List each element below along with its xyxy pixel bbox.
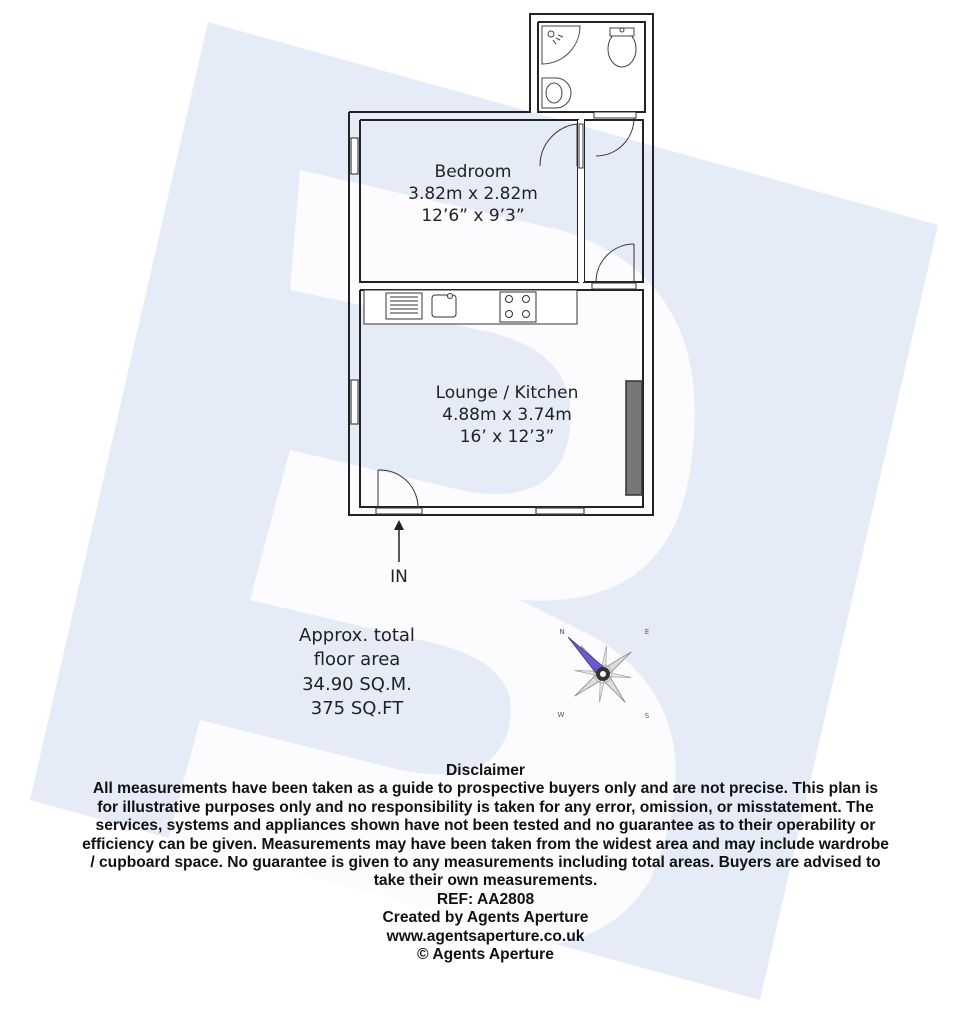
- disclaimer-line: services, systems and appliances shown have not been tested and no guarantee as to their operability or: [95, 817, 876, 835]
- website-link[interactable]: www.agentsaperture.co.uk: [386, 927, 585, 945]
- area-line2: floor area: [313, 649, 401, 670]
- lounge-name: Lounge / Kitchen: [435, 383, 579, 403]
- area-sqm: 34.90 SQ.M.: [302, 674, 412, 695]
- compass-n-label: N: [559, 628, 565, 636]
- disclaimer-line: All measurements have been taken as a guide to prospective buyers only and are not precise. This plan is: [92, 780, 879, 798]
- disclaimer-line: take their own measurements.: [373, 872, 598, 890]
- lounge-imperial: 16’ x 12’3”: [459, 427, 555, 447]
- kitchen-units: [364, 290, 577, 324]
- created-by: Created by Agents Aperture: [382, 909, 589, 927]
- lounge-metric: 4.88m x 3.74m: [442, 405, 572, 425]
- entrance-label: IN: [390, 567, 408, 587]
- disclaimer-block: [8, 762, 963, 964]
- bedroom-imperial: 12’6” x 9’3”: [421, 206, 525, 226]
- wardrobe: [626, 381, 642, 495]
- compass-w-label: W: [557, 711, 565, 719]
- bedroom-name: Bedroom: [434, 162, 512, 182]
- toilet-icon: [608, 28, 636, 67]
- bedroom-metric: 3.82m x 2.82m: [408, 184, 538, 204]
- disclaimer-line: / cupboard space. No guarantee is given to any measurements including total areas. Buyers are advised to: [90, 854, 881, 872]
- copyright: © Agents Aperture: [417, 946, 554, 964]
- shower-icon: [542, 26, 580, 64]
- disclaimer-line: efficiency can be given. Measurements may have been taken from the widest area and may include wardrobe: [82, 835, 889, 853]
- ref-number: REF: AA2808: [436, 890, 535, 908]
- area-sqft: 375 SQ.FT: [310, 698, 404, 719]
- compass-s-label: S: [644, 712, 650, 720]
- compass-e-label: E: [644, 628, 650, 636]
- disclaimer-line: for illustrative purposes only and no responsibility is taken for any error, omission, or misstatement. The: [97, 798, 874, 816]
- basin-icon: [542, 78, 571, 108]
- area-line1: Approx. total: [299, 625, 415, 646]
- disclaimer-heading: Disclaimer: [446, 762, 525, 779]
